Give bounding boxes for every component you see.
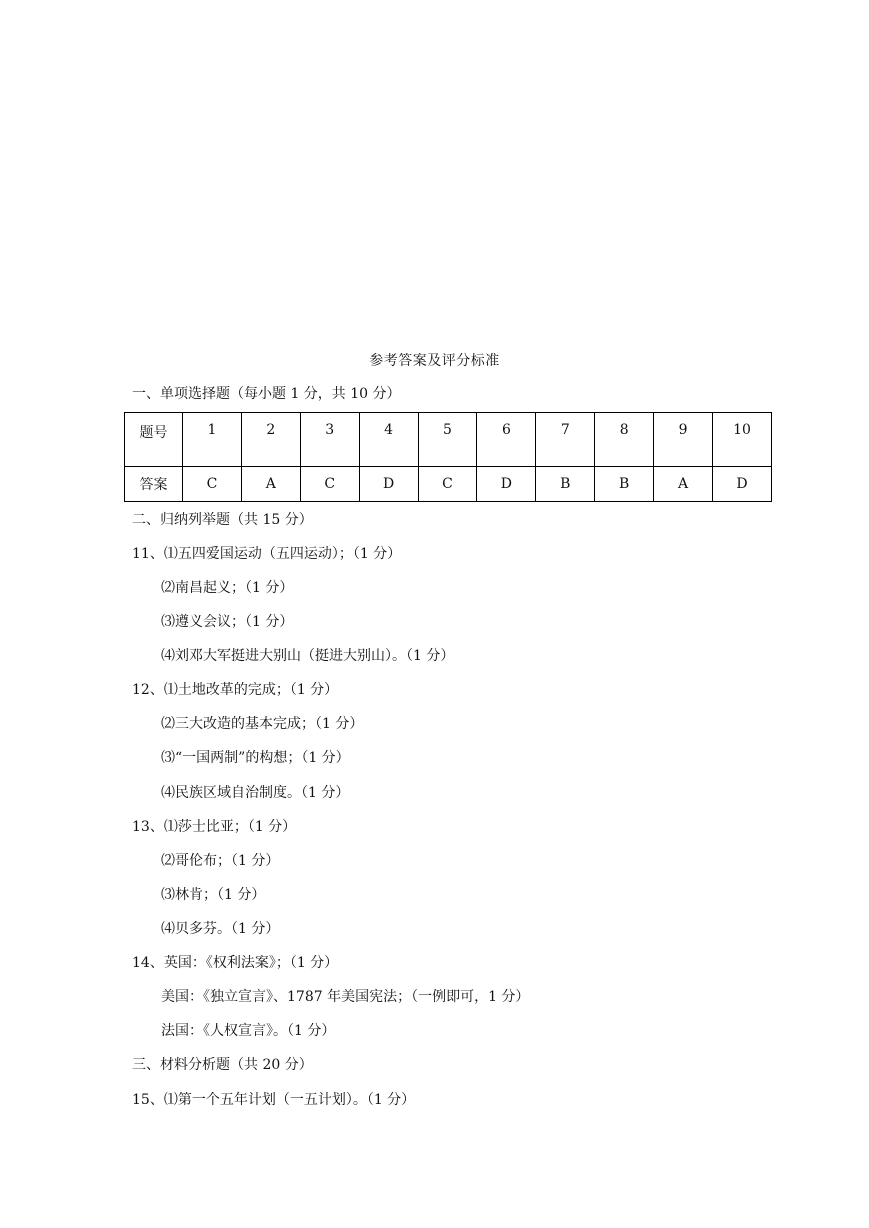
table-cell-number: 4	[359, 413, 418, 467]
table-cell-number: 10	[713, 413, 772, 467]
answer-line: 14、英国：《权利法案》；（1 分）	[132, 955, 339, 971]
table-cell-answer: C	[183, 467, 242, 502]
page-title: 参考答案及评分标准	[369, 353, 500, 369]
table-cell-number: 1	[183, 413, 242, 467]
section3-heading: 三、材料分析题（共 20 分）	[132, 1057, 313, 1073]
answer-line: ⑶遵义会议；（1 分）	[161, 614, 294, 630]
table-header-answer: 答案	[125, 467, 183, 502]
table-cell-answer: D	[359, 467, 418, 502]
table-cell-number: 7	[536, 413, 595, 467]
table-cell-number: 9	[654, 413, 713, 467]
answer-line: ⑷贝多芬。（1 分）	[161, 921, 280, 937]
answer-line: 12、⑴土地改革的完成；（1 分）	[132, 682, 339, 698]
table-cell-number: 3	[300, 413, 359, 467]
answer-line: 15、⑴第一个五年计划（一五计划）。（1 分）	[132, 1092, 416, 1108]
table-cell-answer: A	[241, 467, 300, 502]
answer-line: 美国：《独立宣言》、1787 年美国宪法；（一例即可，1 分）	[161, 989, 530, 1005]
answer-line: ⑶“一国两制”的构想；（1 分）	[161, 750, 350, 766]
answer-line: ⑵哥伦布；（1 分）	[161, 853, 280, 869]
table-cell-number: 8	[595, 413, 654, 467]
table-row-numbers	[125, 413, 772, 467]
table-cell-answer: D	[477, 467, 536, 502]
section2-heading: 二、归纳列举题（共 15 分）	[132, 512, 313, 528]
section1-heading: 一、单项选择题（每小题 1 分，共 10 分）	[132, 386, 401, 402]
table-cell-number: 5	[418, 413, 477, 467]
table-cell-answer: C	[300, 467, 359, 502]
answer-line: ⑷民族区域自治制度。（1 分）	[161, 785, 350, 801]
answer-line: 13、⑴莎士比亚；（1 分）	[132, 819, 297, 835]
table-cell-number: 2	[241, 413, 300, 467]
table-row-answers	[125, 467, 772, 502]
answer-line: ⑵南昌起义；（1 分）	[161, 580, 294, 596]
table-cell-answer: D	[713, 467, 772, 502]
table-cell-answer: A	[654, 467, 713, 502]
table-header-number: 题号	[125, 413, 183, 467]
table-cell-number: 6	[477, 413, 536, 467]
table-cell-answer: C	[418, 467, 477, 502]
table-cell-answer: B	[536, 467, 595, 502]
answer-line: 法国：《人权宣言》。（1 分）	[161, 1023, 336, 1039]
answer-line: ⑷刘邓大军挺进大别山（挺进大别山）。（1 分）	[161, 648, 455, 664]
answer-table	[124, 412, 772, 502]
answer-line: ⑵三大改造的基本完成；（1 分）	[161, 716, 364, 732]
answer-line: 11、⑴五四爱国运动（五四运动）；（1 分）	[132, 546, 402, 562]
answer-line: ⑶林肯；（1 分）	[161, 887, 266, 903]
table-cell-answer: B	[595, 467, 654, 502]
